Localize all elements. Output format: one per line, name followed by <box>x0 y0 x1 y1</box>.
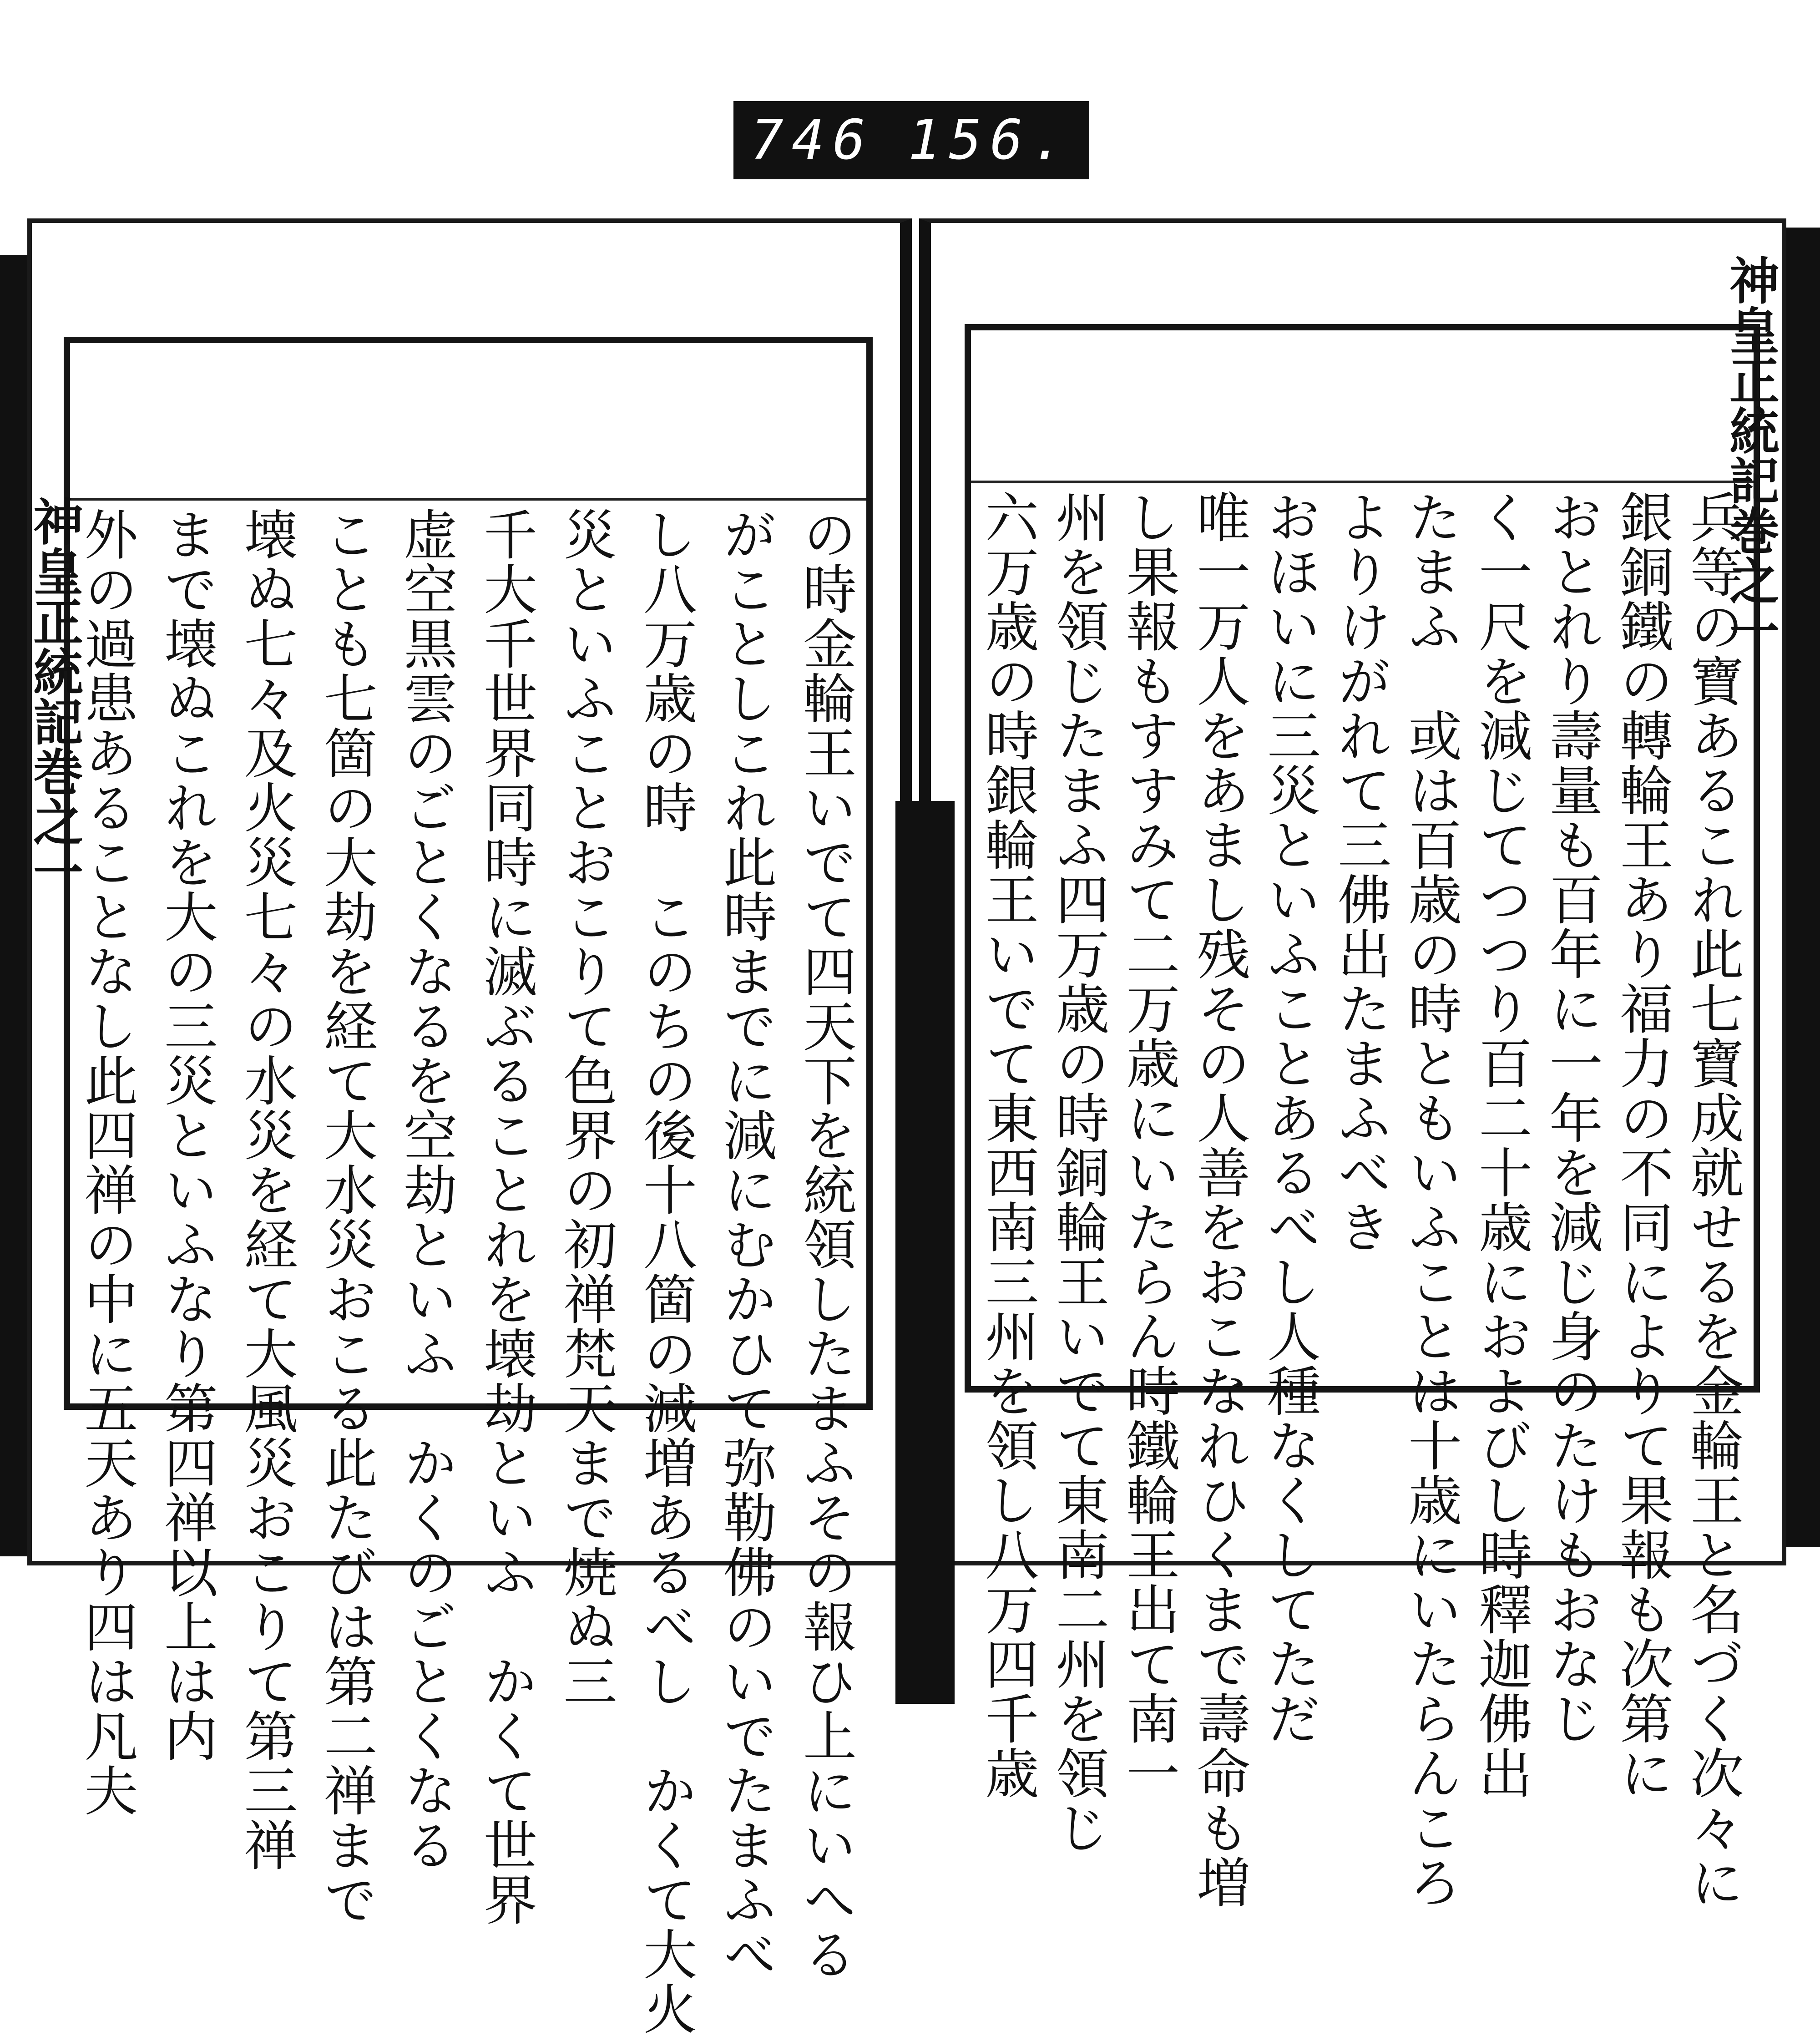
text-column: おほいに三災といふことあるべし人種なくしてただ <box>1258 490 1321 1746</box>
text-column: 唯一万人をあまし残その人善をおこなれひくまで壽命も増 <box>1188 490 1251 1909</box>
text-column: く一尺を減じてつつり百二十歳におよびし時釋迦佛出 <box>1470 490 1533 1800</box>
book-spine <box>895 801 955 1704</box>
text-column: 災といふことおこりて色界の初禅梵天まで焼ぬ三 <box>554 507 617 1708</box>
left-page-margin-title: 神皇正統記巻之一 <box>25 496 84 896</box>
text-column: ことも七箇の大劫を経て大水災おこる此たびは第二禅まで <box>314 507 378 1927</box>
text-column: 銀銅鐵の轉輪王あり福力の不同によりて果報も次第に <box>1610 490 1673 1800</box>
catalog-label <box>733 101 1089 179</box>
left-page-header-band <box>70 343 866 501</box>
left-page-frame <box>64 337 873 2036</box>
catalog-number-left: 746 <box>750 108 874 172</box>
text-column: よりけがれて三佛出たまふべき <box>1329 490 1392 1254</box>
text-column: 州を領じたまふ四万歳の時銅輪王いでて東南二州を領じ <box>1046 490 1110 1855</box>
text-column: がことしこれ此時までに減にむかひて弥勒佛のいでたまふべ <box>714 507 777 1981</box>
text-column: まで壊ぬこれを大の三災といふなり第四禅以上は内 <box>155 507 218 1763</box>
text-column: し八万歳の時 このちの後十八箇の減増あるべし かくて大火 <box>634 507 697 2036</box>
book-edge-left <box>0 255 27 1556</box>
text-column: の時金輪王いでて四天下を統領したまふその報ひ上にいへる <box>794 507 857 1981</box>
right-page-header-band <box>971 330 1754 483</box>
text-column: 壊ぬ七々及火災七々の水災を経て大風災おこりて第三禅 <box>235 507 298 1872</box>
right-page-text <box>976 490 1744 1909</box>
text-column: おとれり壽量も百年に一年を減じ身のたけもおなじ <box>1540 490 1603 1746</box>
text-column: 千大千世界同時に滅ぶることれを壊劫といふ かくて世界 <box>474 507 537 1927</box>
text-column: たまふ 或は百歳の時ともいふことは十歳にいたらんころ <box>1399 490 1462 1909</box>
right-page-margin-title: 神皇正統記巻之一 <box>1721 255 1780 655</box>
catalog-number-right: 156. <box>908 108 1072 172</box>
text-column: 六万歳の時銀輪王いでて東西南三州を領し八万四千歳 <box>976 490 1039 1800</box>
text-column: 外の過患あることなし此四禅の中に五天あり四は凡夫 <box>75 507 138 1818</box>
left-page-text <box>75 507 857 2036</box>
right-page-frame <box>965 324 1760 1909</box>
text-column: 兵等の寶あるこれ此七寶成就せるを金輪王と名づく次々に <box>1681 490 1744 1909</box>
text-column: し果報もすすみて二万歳にいたらん時鐵輪王出て南一 <box>1117 490 1180 1800</box>
text-column: 虚空黒雲のごとくなるを空劫といふ かくのごとくなる <box>394 507 458 1872</box>
